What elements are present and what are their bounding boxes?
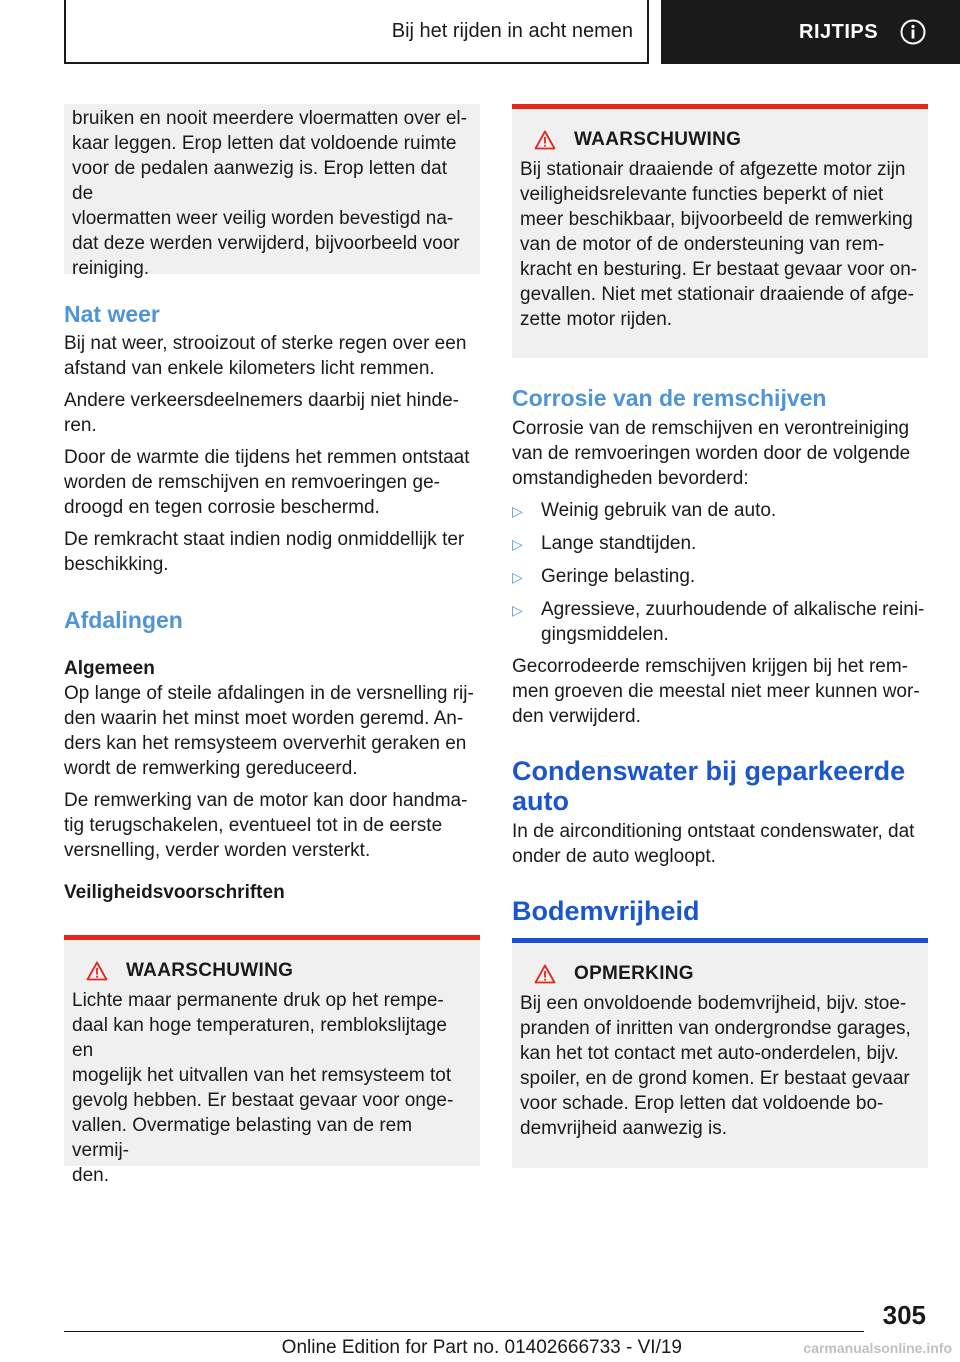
text-line: Lange standtijden. xyxy=(541,533,697,554)
text-line: versnelling, verder worden versterkt. xyxy=(64,840,371,861)
triangle-right-icon: ▷ xyxy=(512,536,523,552)
warning-header xyxy=(72,960,472,982)
text-line: Corrosie van de remschijven en verontreiniging xyxy=(512,418,910,439)
text-line: droogd en tegen corrosie beschermd. xyxy=(64,497,380,518)
text-line: Bij een onvoldoende bodemvrijheid, bijv. stoe- xyxy=(520,993,907,1014)
text-line: mogelijk het uitvallen van het remsysteem tot xyxy=(72,1065,452,1086)
text-line: spoiler, en de grond komen. Er bestaat gevaar xyxy=(520,1068,910,1089)
intro-box xyxy=(64,104,480,279)
nat-weer-title: Nat weer xyxy=(64,301,160,327)
text-line: den waarin het minst moet worden geremd. An- xyxy=(64,708,464,729)
text-line: ren. xyxy=(64,415,97,436)
text-line: onder de auto wegloopt. xyxy=(512,846,716,867)
note-header xyxy=(520,963,920,985)
text-line: Lichte maar permanente druk op het rempe- xyxy=(72,990,444,1011)
text-line: kracht en besturing. Er bestaat gevaar voor on- xyxy=(520,259,918,280)
text-line: den verwijderd. xyxy=(512,706,641,727)
text-line: van de remvoeringen worden door de volgende xyxy=(512,443,911,464)
footer-edition: Online Edition for Part no. 01402666733 - VI/19 xyxy=(281,1337,682,1358)
text-line: zette motor rijden. xyxy=(520,309,673,330)
warning-triangle-icon xyxy=(534,130,556,150)
text-line: In de airconditioning ontstaat condenswater, dat xyxy=(512,821,915,842)
text-line: afstand van enkele kilometers licht remmen. xyxy=(64,358,435,379)
text-line: Geringe belasting. xyxy=(541,566,696,587)
afdalingen-title: Afdalingen xyxy=(64,607,183,633)
text-line: van de motor of de ondersteuning van rem- xyxy=(520,234,885,255)
text-line: beschikking. xyxy=(64,554,169,575)
nat-weer-section xyxy=(64,300,480,577)
warning-box-left xyxy=(64,935,480,1186)
text-line: dat deze werden verwijderd, bijvoorbeeld voor xyxy=(72,233,460,254)
text-line: kan het tot contact met auto-onderdelen, bijv. xyxy=(520,1043,899,1064)
text-line: daal kan hoge temperaturen, remblokslijtage en xyxy=(72,1015,447,1061)
text-line: Andere verkeersdeelnemers daarbij niet hinde- xyxy=(64,390,460,411)
header-chapter-box xyxy=(661,0,960,64)
algemeen-title: Algemeen xyxy=(64,658,155,679)
text-line: Door de warmte die tijdens het remmen ontstaat xyxy=(64,447,470,468)
condens-section xyxy=(512,756,928,869)
info-icon xyxy=(900,19,926,45)
text-line: Weinig gebruik van de auto. xyxy=(541,500,777,521)
text-line: voor schade. Erop letten dat voldoende bo- xyxy=(520,1093,884,1114)
condens-title-line: Condenswater bij geparkeerde xyxy=(512,756,906,786)
text-line: Gecorrodeerde remschijven krijgen bij het rem- xyxy=(512,656,908,677)
text-line: worden de remschijven en remvoeringen ge- xyxy=(64,472,440,493)
text-line: Op lange of steile afdalingen in de versnelling rij- xyxy=(64,683,474,704)
page-number: 305 xyxy=(882,1300,926,1330)
text-line: De remkracht staat indien nodig onmiddellijk ter xyxy=(64,529,465,550)
note-box xyxy=(512,938,928,1168)
text-line: wordt de remwerking gereduceerd. xyxy=(64,758,358,779)
text-line: meer beschikbaar, bijvoorbeeld de remwerking xyxy=(520,209,913,230)
watermark: carmanualsonline.info xyxy=(803,1340,952,1356)
text-line: ders kan het remsysteem oververhit geraken en xyxy=(64,733,467,754)
text-line: men groeven die meestal niet meer kunnen wor- xyxy=(512,681,920,702)
text-line: gevallen. Niet met stationair draaiende of afge- xyxy=(520,284,914,305)
bullet-list xyxy=(512,498,928,647)
header-chapter: RIJTIPS xyxy=(799,20,879,43)
warning-label: WAARSCHUWING xyxy=(574,129,742,150)
warning-header xyxy=(520,129,920,151)
text-line: Bij nat weer, strooizout of sterke regen over een xyxy=(64,333,467,354)
header-section-title: Bij het rijden in acht nemen xyxy=(391,19,633,42)
list-item xyxy=(512,564,928,590)
warning-label: WAARSCHUWING xyxy=(126,960,294,981)
header-section-title-box xyxy=(64,0,649,64)
text-line: vallen. Overmatige belasting van de rem vermij- xyxy=(72,1115,413,1161)
text-line: den. xyxy=(72,1165,109,1186)
warning-box-right xyxy=(512,104,928,358)
warning-triangle-icon xyxy=(86,961,108,981)
text-line: pranden of inritten van ondergrondse garages, xyxy=(520,1018,911,1039)
text-line: vloermatten weer veilig worden bevestigd na- xyxy=(72,208,454,229)
triangle-right-icon: ▷ xyxy=(512,569,523,585)
veiligheid-title: Veiligheidsvoorschriften xyxy=(64,882,285,903)
text-line: reiniging. xyxy=(72,258,150,279)
bodem-title: Bodemvrijheid xyxy=(512,896,700,926)
text-line: demvrijheid aanwezig is. xyxy=(520,1118,727,1139)
corrosie-title: Corrosie van de remschijven xyxy=(512,385,827,411)
text-line: veiligheidsrelevante functies beperkt of niet xyxy=(520,184,884,205)
text-line: kaar leggen. Erop letten dat voldoende ruimte xyxy=(72,133,457,154)
intro-box-text xyxy=(72,104,472,281)
text-line: gevolg hebben. Er bestaat gevaar voor onge- xyxy=(72,1090,454,1111)
text-line: Agressieve, zuurhoudende of alkalische reini- xyxy=(541,599,925,620)
footer-divider xyxy=(64,1331,864,1332)
list-item xyxy=(512,531,928,557)
afdalingen-section xyxy=(64,606,480,905)
warning-triangle-icon xyxy=(534,964,556,984)
list-item xyxy=(512,498,928,524)
triangle-right-icon: ▷ xyxy=(512,503,523,519)
triangle-right-icon: ▷ xyxy=(512,602,523,618)
text-line: tig terugschakelen, eventueel tot in de eerste xyxy=(64,815,443,836)
note-label: OPMERKING xyxy=(574,963,694,984)
text-line: De remwerking van de motor kan door handma- xyxy=(64,790,468,811)
corrosie-section xyxy=(512,384,928,729)
text-line: omstandigheden bevorderd: xyxy=(512,468,749,489)
text-line: voor de pedalen aanwezig is. Erop letten dat de xyxy=(72,158,447,204)
text-line: bruiken en nooit meerdere vloermatten over el- xyxy=(72,108,467,129)
text-line: gingsmiddelen. xyxy=(541,624,669,645)
text-line: Bij stationair draaiende of afgezette motor zijn xyxy=(520,159,906,180)
list-item xyxy=(512,597,928,647)
condens-title-line: auto xyxy=(512,786,569,816)
